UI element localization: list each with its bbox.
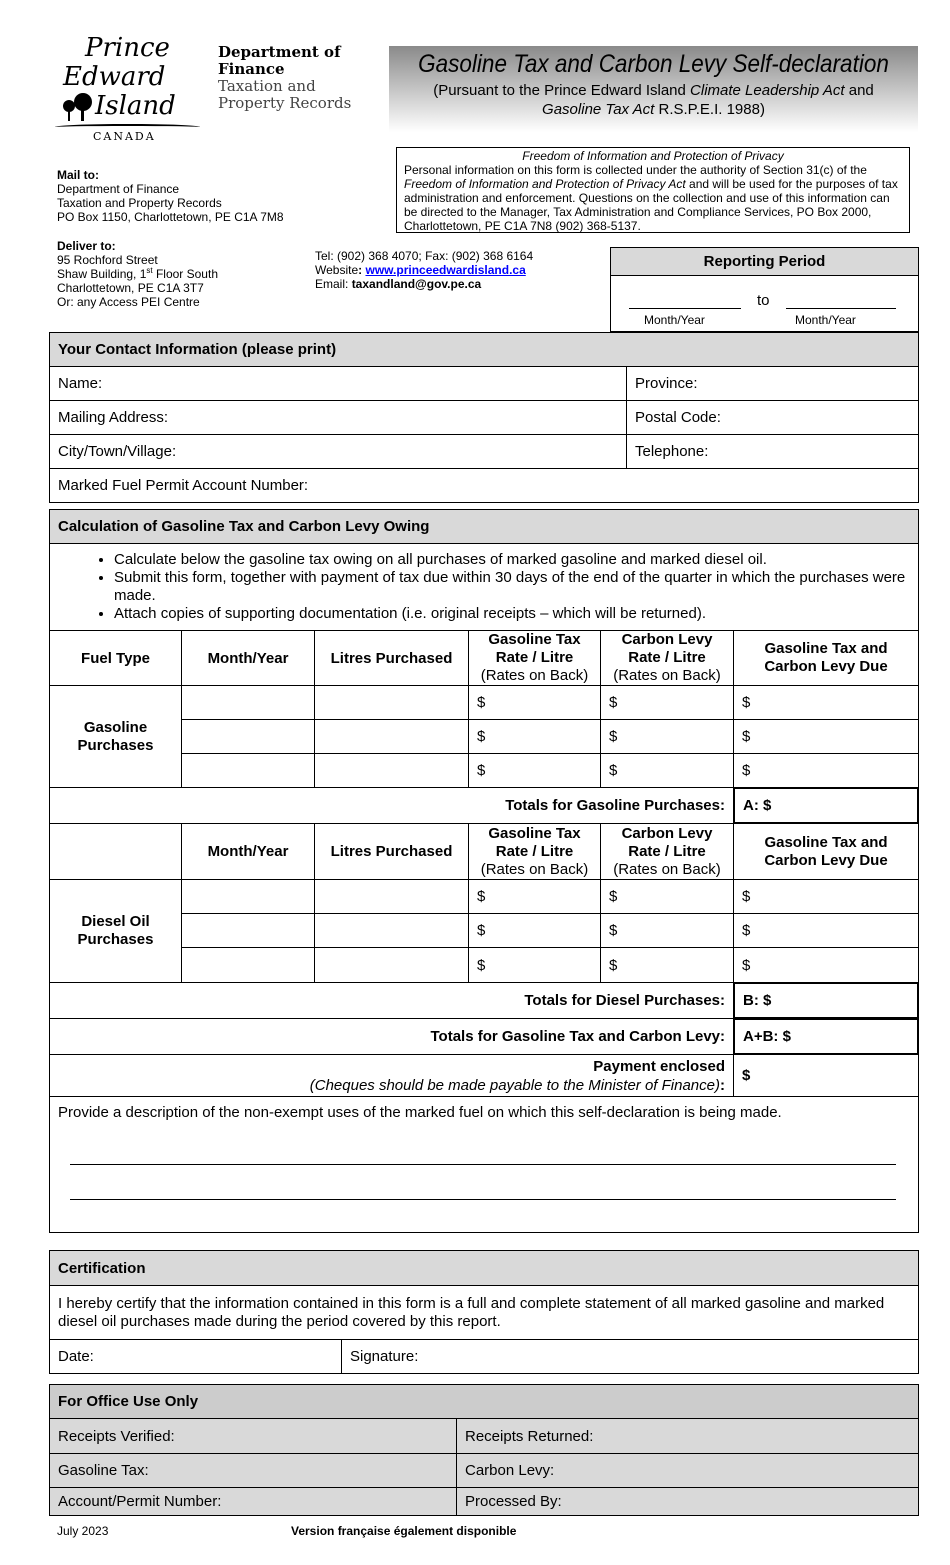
dollar-sign: $ xyxy=(477,956,486,974)
mail-line: PO Box 1150, Charlottetown, PE C1A 7M8 xyxy=(57,210,284,224)
reporting-period xyxy=(610,247,919,332)
instruction-item: • Submit this form, together with payment of tax due within 30 days of the end of the quarter in which the purchases were made. xyxy=(114,569,918,605)
gasoline-total-label xyxy=(49,787,734,824)
footer-date: July 2023 xyxy=(57,1524,109,1538)
col-litres xyxy=(314,823,469,880)
diesel-litres-input[interactable] xyxy=(314,913,469,948)
diesel-gas-rate-input[interactable] xyxy=(468,913,601,948)
dollar-sign: $ xyxy=(609,762,618,779)
certification-text: I hereby certify that the information contained in this form is a full and complete statement of all marked gasoline and marked diesel oil purchases made during the period covered by this report. xyxy=(49,1285,919,1340)
col-header: Month/Year xyxy=(207,649,289,667)
dollar-sign: $ xyxy=(742,956,751,974)
deliver-sup: st xyxy=(146,266,153,275)
diesel-total-field[interactable] xyxy=(733,982,919,1019)
diesel-carbon-rate-input[interactable] xyxy=(600,913,734,948)
dollar-sign: $ xyxy=(742,694,751,711)
deliver-line: Or: any Access PEI Centre xyxy=(57,295,200,309)
cell-text: Rate / Litre xyxy=(495,842,574,860)
month-year-label: Month/Year xyxy=(644,313,705,327)
diesel-month-input[interactable] xyxy=(181,879,315,914)
to-field[interactable] xyxy=(786,308,896,309)
total-value: B: $ xyxy=(743,992,772,1009)
cell-text: Carbon Levy xyxy=(621,631,713,648)
postal-code-field[interactable]: Postal Code: xyxy=(626,400,919,435)
colon: : xyxy=(720,1076,725,1094)
telephone-field[interactable]: Telephone: xyxy=(626,434,919,469)
row-label: Purchases xyxy=(77,736,154,754)
diesel-gas-rate-input[interactable] xyxy=(468,947,601,983)
deliver-line: 95 Rochford Street xyxy=(57,253,158,267)
to-label: to xyxy=(757,292,770,309)
deliver-line: Floor South xyxy=(152,267,218,281)
dollar-sign: $ xyxy=(477,922,486,939)
dollar-sign: $ xyxy=(609,728,618,745)
col-gas-rate xyxy=(468,823,601,880)
cell-text: (Rates on Back) xyxy=(613,667,721,684)
deliver-to xyxy=(57,239,218,309)
dollar-sign: $ xyxy=(477,762,486,779)
privacy-notice xyxy=(396,147,910,233)
dept-line: Department of xyxy=(218,43,341,61)
gasoline-litres-input[interactable] xyxy=(314,753,469,788)
city-field[interactable]: City/Town/Village: xyxy=(49,434,627,469)
gasoline-gas-rate-input[interactable] xyxy=(468,719,601,754)
dept-line: Taxation and xyxy=(218,77,316,95)
certification-header: Certification xyxy=(49,1250,919,1286)
account-permit-field: Account/Permit Number: xyxy=(49,1487,457,1516)
address-field[interactable]: Mailing Address: xyxy=(49,400,627,435)
gasoline-due-input[interactable] xyxy=(733,753,919,788)
dollar-sign: $ xyxy=(609,888,618,905)
receipts-returned-field: Receipts Returned: xyxy=(456,1418,919,1454)
office-gasoline-tax-field: Gasoline Tax: xyxy=(49,1453,457,1488)
department-name xyxy=(218,44,351,112)
diesel-litres-input[interactable] xyxy=(314,879,469,914)
french-version-note: Version française également disponible xyxy=(291,1524,517,1538)
instruction-item: • Calculate below the gasoline tax owing on all purchases of marked gasoline and marked diesel oil. xyxy=(114,551,918,569)
dollar-sign: $ xyxy=(742,922,751,939)
from-field[interactable] xyxy=(629,308,741,309)
logo-text: Edward xyxy=(63,62,166,92)
office-carbon-levy-field: Carbon Levy: xyxy=(456,1453,919,1488)
diesel-gas-rate-input[interactable] xyxy=(468,879,601,914)
col-month-year xyxy=(181,630,315,686)
row-label: Diesel Oil xyxy=(81,913,150,930)
description-prompt: Provide a description of the non-exempt uses of the marked fuel on which this self-declaration is being made. xyxy=(58,1104,782,1121)
office-use-header: For Office Use Only xyxy=(49,1384,919,1419)
diesel-month-input[interactable] xyxy=(181,913,315,948)
grand-total-label xyxy=(49,1018,734,1055)
total-value: A+B: $ xyxy=(743,1028,791,1045)
processed-by-field: Processed By: xyxy=(456,1487,919,1516)
deliver-label: Deliver to: xyxy=(57,239,116,253)
payment-note: (Cheques should be made payable to the Minister of Finance) xyxy=(309,1076,720,1094)
dollar-sign: $ xyxy=(609,694,618,711)
logo-text: Prince xyxy=(85,33,170,63)
dept-line: Property Records xyxy=(218,94,352,112)
total-label: Totals for Gasoline Purchases: xyxy=(505,797,725,814)
description-line[interactable] xyxy=(70,1164,896,1165)
reporting-title: Reporting Period xyxy=(611,248,918,276)
privacy-title: Freedom of Information and Protection of Privacy xyxy=(522,149,784,163)
payment-label xyxy=(49,1054,734,1097)
diesel-total-label xyxy=(49,982,734,1019)
cell-text: Rate / Litre xyxy=(628,842,706,860)
cell-text: Gasoline Tax and xyxy=(764,640,888,657)
permit-number-field[interactable]: Marked Fuel Permit Account Number: xyxy=(49,468,919,503)
cell-text: (Rates on Back) xyxy=(480,860,589,878)
cell-text: Gasoline Tax xyxy=(488,824,581,842)
mail-line: Taxation and Property Records xyxy=(57,196,222,210)
col-carbon-rate xyxy=(600,823,734,880)
total-value: A: $ xyxy=(743,797,772,814)
row-label: Gasoline xyxy=(83,718,148,736)
website-link[interactable]: www.princeedwardisland.ca xyxy=(365,263,526,277)
gasoline-gas-rate-input[interactable] xyxy=(468,685,601,720)
title-sub: (Pursuant to the Prince Edward Island xyxy=(433,82,691,99)
row-label: Purchases xyxy=(77,931,154,948)
logo-text: Island xyxy=(95,91,176,121)
total-label: Totals for Diesel Purchases: xyxy=(524,992,725,1009)
tel-fax: Tel: (902) 368 4070; Fax: (902) 368 6164 xyxy=(315,249,534,263)
title-banner xyxy=(389,46,918,132)
title-sub: Gasoline Tax Act xyxy=(542,101,655,118)
gasoline-litres-input[interactable] xyxy=(314,685,469,720)
col-carbon-rate xyxy=(600,630,734,686)
diesel-month-input[interactable] xyxy=(181,947,315,983)
payment-title: Payment enclosed xyxy=(593,1057,725,1075)
diesel-litres-input[interactable] xyxy=(314,947,469,983)
total-label: Totals for Gasoline Tax and Carbon Levy: xyxy=(430,1028,725,1045)
dollar-sign: $ xyxy=(609,922,618,939)
cell-text: Rate / Litre xyxy=(628,649,706,666)
diesel-due-input[interactable] xyxy=(733,913,919,948)
diesel-due-input[interactable] xyxy=(733,947,919,983)
contact-section-header: Your Contact Information (please print) xyxy=(49,332,919,367)
date-field[interactable]: Date: xyxy=(49,1339,342,1374)
instruction-item: • Attach copies of supporting documentation (i.e. original receipts – which will be returned). xyxy=(114,605,918,623)
col-due xyxy=(733,823,919,880)
tree-icon xyxy=(59,92,93,122)
instructions xyxy=(49,543,919,631)
mail-line: Department of Finance xyxy=(57,182,180,196)
privacy-text: Personal information on this form is collected under the authority of Section 31(c) of the xyxy=(404,163,867,177)
gasoline-month-input[interactable] xyxy=(181,719,315,754)
website-label: Website xyxy=(315,263,359,277)
cell-text: Carbon Levy Due xyxy=(764,851,888,869)
mail-label: Mail to: xyxy=(57,168,99,182)
diesel-carbon-rate-input[interactable] xyxy=(600,879,734,914)
contact-details: Tel: (902) 368 4070; Fax: (902) 368 6164 Website: www.princeedwardisland.ca Email: taxandland@gov.pe.ca xyxy=(315,249,534,291)
payment-field[interactable] xyxy=(733,1054,919,1097)
title-sub: Climate Leadership Act xyxy=(690,82,845,99)
col-month-year xyxy=(181,823,315,880)
gasoline-month-input[interactable] xyxy=(181,685,315,720)
signature-field[interactable]: Signature: xyxy=(341,1339,919,1374)
gasoline-carbon-rate-input[interactable] xyxy=(600,753,734,788)
title-sub: R.S.P.E.I. 1988) xyxy=(654,101,765,118)
col-header: Month/Year xyxy=(207,843,289,860)
col-litres xyxy=(314,630,469,686)
col-fuel-type xyxy=(49,823,182,880)
dollar-sign: $ xyxy=(477,728,486,745)
privacy-text: and will be used for the purposes of tax administration and enforcement. Questions on the collection and use of this information can be directed to the Manager, Tax Administration and Compliance Services, PO Box 2000, Charlottetown, PE C1A 7N8 (902) 368-5137. xyxy=(404,177,898,233)
grand-total-field[interactable] xyxy=(733,1018,919,1055)
logo-country: CANADA xyxy=(93,130,156,143)
email-address[interactable]: taxandland@gov.pe.ca xyxy=(351,277,482,291)
payment-value: $ xyxy=(742,1067,751,1084)
gasoline-litres-input[interactable] xyxy=(314,719,469,754)
cell-text: Carbon Levy Due xyxy=(764,658,888,675)
gasoline-due-input[interactable] xyxy=(733,719,919,754)
privacy-text: Freedom of Information and Protection of Privacy Act xyxy=(404,177,686,191)
col-header: Litres Purchased xyxy=(330,843,453,860)
col-gas-rate xyxy=(468,630,601,686)
dollar-sign: $ xyxy=(477,888,486,905)
gasoline-carbon-rate-input[interactable] xyxy=(600,685,734,720)
dollar-sign: $ xyxy=(742,728,751,745)
dollar-sign: $ xyxy=(609,956,618,974)
diesel-carbon-rate-input[interactable] xyxy=(600,947,734,983)
cell-text: Gasoline Tax xyxy=(488,631,581,648)
description-area[interactable] xyxy=(49,1096,919,1233)
cell-text: Rate / Litre xyxy=(495,649,574,666)
description-line[interactable] xyxy=(70,1199,896,1200)
col-due xyxy=(733,630,919,686)
dollar-sign: $ xyxy=(742,762,751,779)
mail-to xyxy=(57,168,284,224)
title-sub: and xyxy=(844,82,874,99)
pei-logo xyxy=(55,34,205,144)
diesel-label xyxy=(49,879,182,983)
col-header: Fuel Type xyxy=(81,649,150,667)
gasoline-gas-rate-input[interactable] xyxy=(468,753,601,788)
dollar-sign: $ xyxy=(477,694,486,711)
dept-line: Finance xyxy=(218,60,285,78)
cell-text: (Rates on Back) xyxy=(480,667,589,684)
gasoline-month-input[interactable] xyxy=(181,753,315,788)
province-field[interactable]: Province: xyxy=(626,366,919,401)
gasoline-due-input[interactable] xyxy=(733,685,919,720)
dollar-sign: $ xyxy=(742,888,751,905)
deliver-line: Charlottetown, PE C1A 3T7 xyxy=(57,281,204,295)
month-year-label: Month/Year xyxy=(795,313,856,327)
gasoline-total-field[interactable] xyxy=(733,787,919,824)
page-title: Gasoline Tax and Carbon Levy Self-declaration xyxy=(418,50,889,78)
cell-text: Gasoline Tax and xyxy=(764,833,888,851)
col-fuel-type xyxy=(49,630,182,686)
cell-text: Carbon Levy xyxy=(621,824,713,842)
calc-section-header: Calculation of Gasoline Tax and Carbon Levy Owing xyxy=(49,509,919,544)
cell-text: (Rates on Back) xyxy=(613,860,721,878)
deliver-line: Shaw Building, 1 xyxy=(57,267,147,281)
name-field[interactable]: Name: xyxy=(49,366,627,401)
diesel-due-input[interactable] xyxy=(733,879,919,914)
email-label: Email: xyxy=(315,277,352,291)
gasoline-carbon-rate-input[interactable] xyxy=(600,719,734,754)
col-header: Litres Purchased xyxy=(330,649,453,667)
receipts-verified-field: Receipts Verified: xyxy=(49,1418,457,1454)
gasoline-label xyxy=(49,685,182,788)
